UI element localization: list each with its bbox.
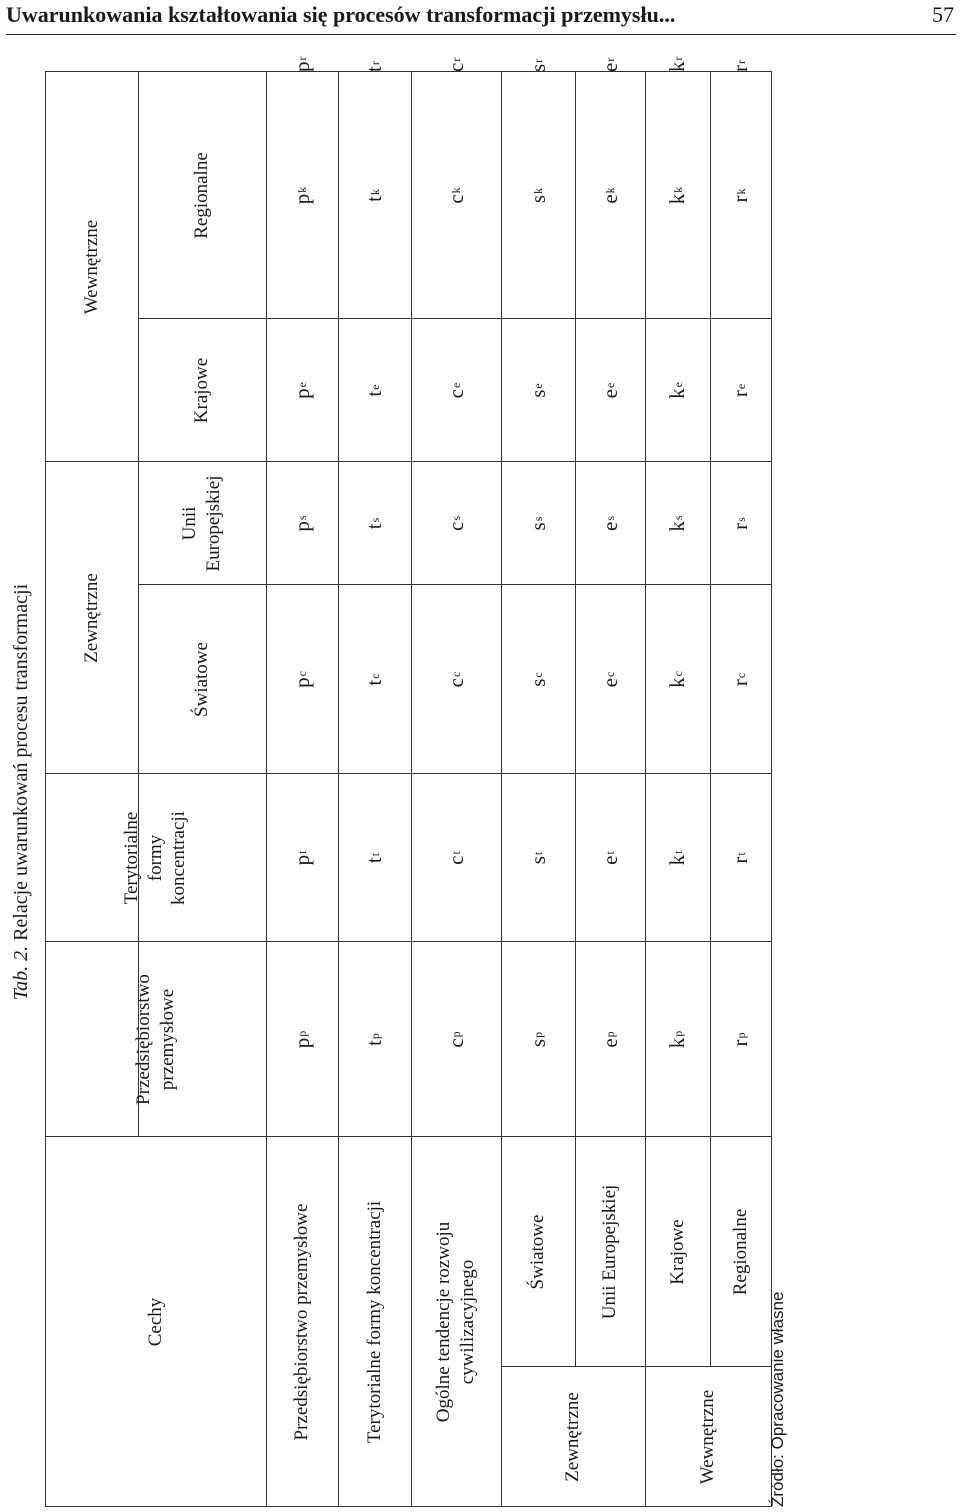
cell-base: e [597, 194, 622, 204]
cell-base: s [525, 678, 550, 687]
row-label-territorial: Terytorialne formy koncentracji [363, 1200, 385, 1444]
cell-base: s [525, 1038, 550, 1048]
cell-base: t [362, 523, 387, 530]
col-header-regional: Regionalne [191, 152, 213, 239]
col-header-territorial: Terytorialne formy koncentracji [120, 811, 190, 905]
row-group-internal: Wewnętrzne [697, 1389, 719, 1485]
matrix-cell: p t [289, 850, 314, 866]
cell-base: r [728, 856, 753, 864]
source-note: Źródło: Opracowanie własne [768, 1291, 787, 1507]
page-header [6, 0, 956, 35]
matrix-cell: c k [443, 187, 468, 204]
cell-base: s [525, 63, 550, 72]
table-caption [10, 72, 33, 1512]
matrix-cell: e p [597, 1031, 622, 1048]
cell-base: t [362, 857, 387, 864]
matrix-cell: e k [597, 187, 622, 204]
cell-base: c [443, 389, 468, 399]
col-header-eu: Unii Europejskiej [179, 475, 224, 572]
cell-base: t [362, 66, 387, 72]
matrix-cell: p k [289, 186, 314, 205]
cell-base: r [728, 1039, 753, 1047]
row-label-national: Krajowe [666, 1219, 688, 1285]
caption-text: Relacje uwarunkowań procesu transformacji [10, 583, 32, 941]
cell-base: e [597, 521, 622, 531]
cell-base: k [665, 61, 690, 72]
matrix-cell: c r [443, 57, 468, 72]
matrix-cell: k e [665, 382, 690, 399]
cell-base: e [597, 62, 622, 72]
row-label-enterprise: Przedsiębiorstwo przemysłowe [291, 1203, 313, 1441]
caption-number: Tab. 2. [10, 945, 32, 1001]
cell-base: k [665, 1037, 690, 1049]
matrix-cell: c p [443, 1031, 468, 1048]
matrix-cell: s k [525, 187, 550, 204]
matrix-cell: t e [362, 384, 387, 397]
cell-base: e [597, 855, 622, 865]
matrix-cell: e c [597, 671, 622, 688]
running-title: Uwarunkowania kształtowania się procesów transformacji przemysłu... [6, 2, 676, 27]
cell-base: c [443, 521, 468, 531]
row-label-eu: Unii Europejskiej [599, 1184, 621, 1320]
matrix-cell: r t [728, 852, 753, 864]
cell-base: s [525, 194, 550, 204]
cell-base: r [728, 195, 753, 203]
cell-base: k [665, 521, 690, 532]
matrix-cell: p p [289, 1030, 314, 1049]
matrix-cell: p s [289, 515, 314, 532]
cell-base: r [728, 390, 753, 398]
col-group-internal: Wewnętrzne [80, 219, 102, 315]
matrix-cell: k t [665, 850, 690, 866]
cell-base: r [728, 65, 753, 72]
row-label-world: Światowe [527, 1214, 549, 1290]
cell-base: e [597, 1038, 622, 1048]
matrix-cell: k s [665, 515, 690, 532]
cell-base: p [289, 61, 314, 72]
matrix-cell: t k [362, 189, 387, 202]
cell-base: t [362, 196, 387, 202]
matrix-cell: r c [728, 672, 753, 687]
matrix-cell: p r [289, 56, 314, 72]
matrix-cell: t r [362, 61, 387, 72]
cell-base: c [443, 678, 468, 688]
cell-base: k [665, 677, 690, 688]
row-label-regional: Regionalne [729, 1208, 751, 1296]
cell-base: e [597, 389, 622, 399]
cell-base: c [443, 855, 468, 865]
matrix-cell: k c [665, 671, 690, 688]
matrix-cell: k r [665, 56, 690, 72]
cell-base: p [289, 1037, 314, 1049]
matrix-cell: t p [362, 1033, 387, 1046]
cell-base: k [665, 388, 690, 399]
cell-base: t [362, 1040, 387, 1046]
cell-base: p [289, 193, 314, 205]
matrix-cell: r k [728, 188, 753, 203]
matrix-cell: s c [525, 672, 550, 687]
row-label-civilization: Ogólne tendencje rozwoju cywilizacyjnego [433, 1221, 478, 1423]
matrix-cell: r e [728, 383, 753, 398]
matrix-cell: s p [525, 1031, 550, 1048]
col-header-world: Światowe [191, 642, 213, 717]
cell-base: c [443, 1038, 468, 1048]
cell-base: c [443, 62, 468, 72]
cell-base: t [362, 390, 387, 397]
cell-base: s [525, 856, 550, 865]
relations-table [45, 56, 771, 1507]
row-group-external: Zewnętrzne [562, 1392, 584, 1482]
matrix-cell: k p [665, 1030, 690, 1049]
matrix-cell: s e [525, 383, 550, 398]
matrix-cell: e t [597, 851, 622, 865]
matrix-cell: t c [362, 673, 387, 686]
matrix-cell: r p [728, 1032, 753, 1047]
cell-base: r [728, 522, 753, 530]
corner-label: Cechy [144, 1297, 166, 1347]
cell-base: r [728, 679, 753, 687]
matrix-cell: p e [289, 382, 314, 399]
matrix-cell: r r [728, 60, 753, 72]
cell-base: p [289, 854, 314, 866]
cell-base: t [362, 679, 387, 686]
matrix-cell: c c [443, 671, 468, 688]
col-group-external: Zewnętrzne [80, 573, 102, 663]
matrix-cell: p c [289, 671, 314, 688]
cell-base: k [665, 854, 690, 866]
cell-base: p [289, 677, 314, 688]
matrix-cell: e e [597, 382, 622, 399]
page-number: 57 [932, 2, 954, 27]
cell-base: k [665, 193, 690, 205]
rotated-table-block [0, 56, 787, 1512]
cell-base: p [289, 388, 314, 399]
matrix-cell: c e [443, 382, 468, 399]
matrix-cell: c t [443, 851, 468, 865]
col-header-national: Krajowe [191, 357, 213, 424]
matrix-cell: k k [665, 186, 690, 205]
matrix-cell: e s [597, 516, 622, 531]
matrix-cell: s r [525, 58, 550, 72]
matrix-cell: r s [728, 517, 753, 530]
matrix-cell: s s [525, 516, 550, 531]
matrix-cell: t t [362, 852, 387, 864]
matrix-cell: c s [443, 516, 468, 531]
matrix-cell: e r [597, 57, 622, 72]
cell-base: s [525, 522, 550, 531]
matrix-cell: t s [362, 517, 387, 530]
cell-base: s [525, 389, 550, 398]
cell-base: p [289, 521, 314, 532]
cell-base: c [443, 194, 468, 204]
col-header-enterprise: Przedsiębiorstwo przemysłowe [132, 974, 178, 1105]
matrix-cell: s t [525, 851, 550, 865]
cell-base: e [597, 678, 622, 688]
